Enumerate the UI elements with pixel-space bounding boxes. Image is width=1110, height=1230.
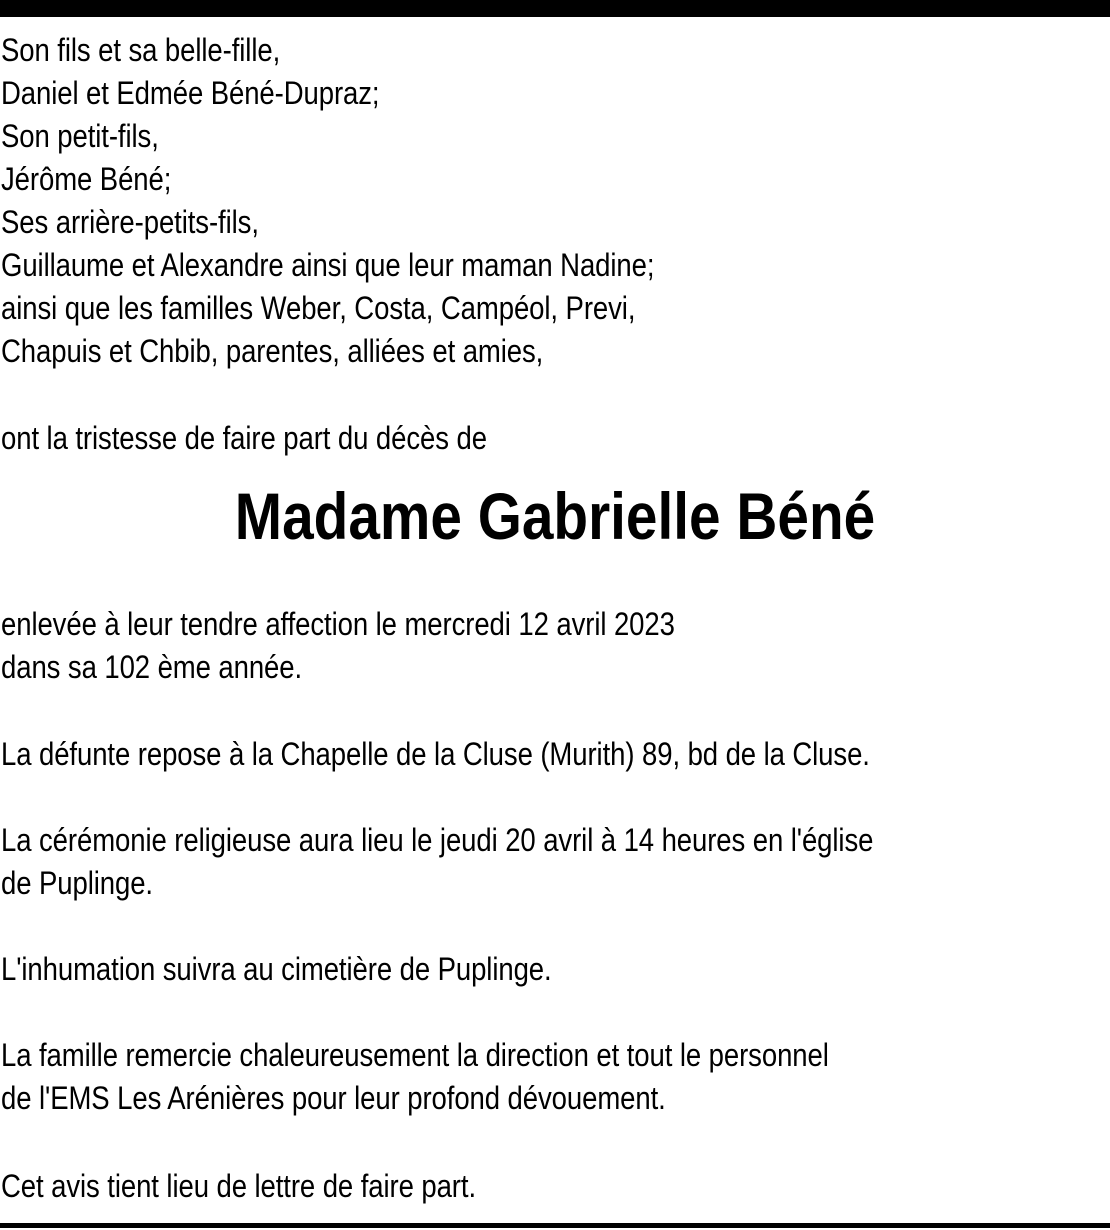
deceased-name: Madame Gabrielle Béné [234, 479, 876, 553]
family-line-8: Chapuis et Chbib, parentes, alliées et amies, [1, 333, 544, 369]
family-line-5: Ses arrière-petits-fils, [1, 204, 259, 240]
repose-text: La défunte repose à la Chapelle de la Cluse (Murith) 89, bd de la Cluse. [1, 736, 870, 772]
family-line-1: Son fils et sa belle-fille, [1, 32, 281, 68]
family-line-6: Guillaume et Alexandre ainsi que leur maman Nadine; [1, 247, 655, 283]
top-border-rule [0, 0, 1110, 17]
announcement-text: ont la tristesse de faire part du décès de [1, 420, 487, 456]
thanks-line-2: de l'EMS Les Arénières pour leur profond dévouement. [1, 1080, 666, 1116]
family-line-7: ainsi que les familles Weber, Costa, Campéol, Previ, [1, 290, 636, 326]
ceremony-line-2: de Puplinge. [1, 865, 153, 901]
ceremony-line-1: La cérémonie religieuse aura lieu le jeudi 20 avril à 14 heures en l'église [1, 822, 874, 858]
death-line-2: dans sa 102 ème année. [1, 649, 303, 685]
burial-text: L'inhumation suivra au cimetière de Puplinge. [1, 951, 552, 987]
family-line-3: Son petit-fils, [1, 118, 159, 154]
closing-text: Cet avis tient lieu de lettre de faire part. [1, 1168, 477, 1204]
death-line-1: enlevée à leur tendre affection le mercredi 12 avril 2023 [1, 606, 675, 642]
family-line-2: Daniel et Edmée Béné-Dupraz; [1, 75, 380, 111]
thanks-line-1: La famille remercie chaleureusement la direction et tout le personnel [1, 1037, 829, 1073]
bottom-border-rule [0, 1223, 1110, 1228]
family-line-4: Jérôme Béné; [1, 161, 172, 197]
